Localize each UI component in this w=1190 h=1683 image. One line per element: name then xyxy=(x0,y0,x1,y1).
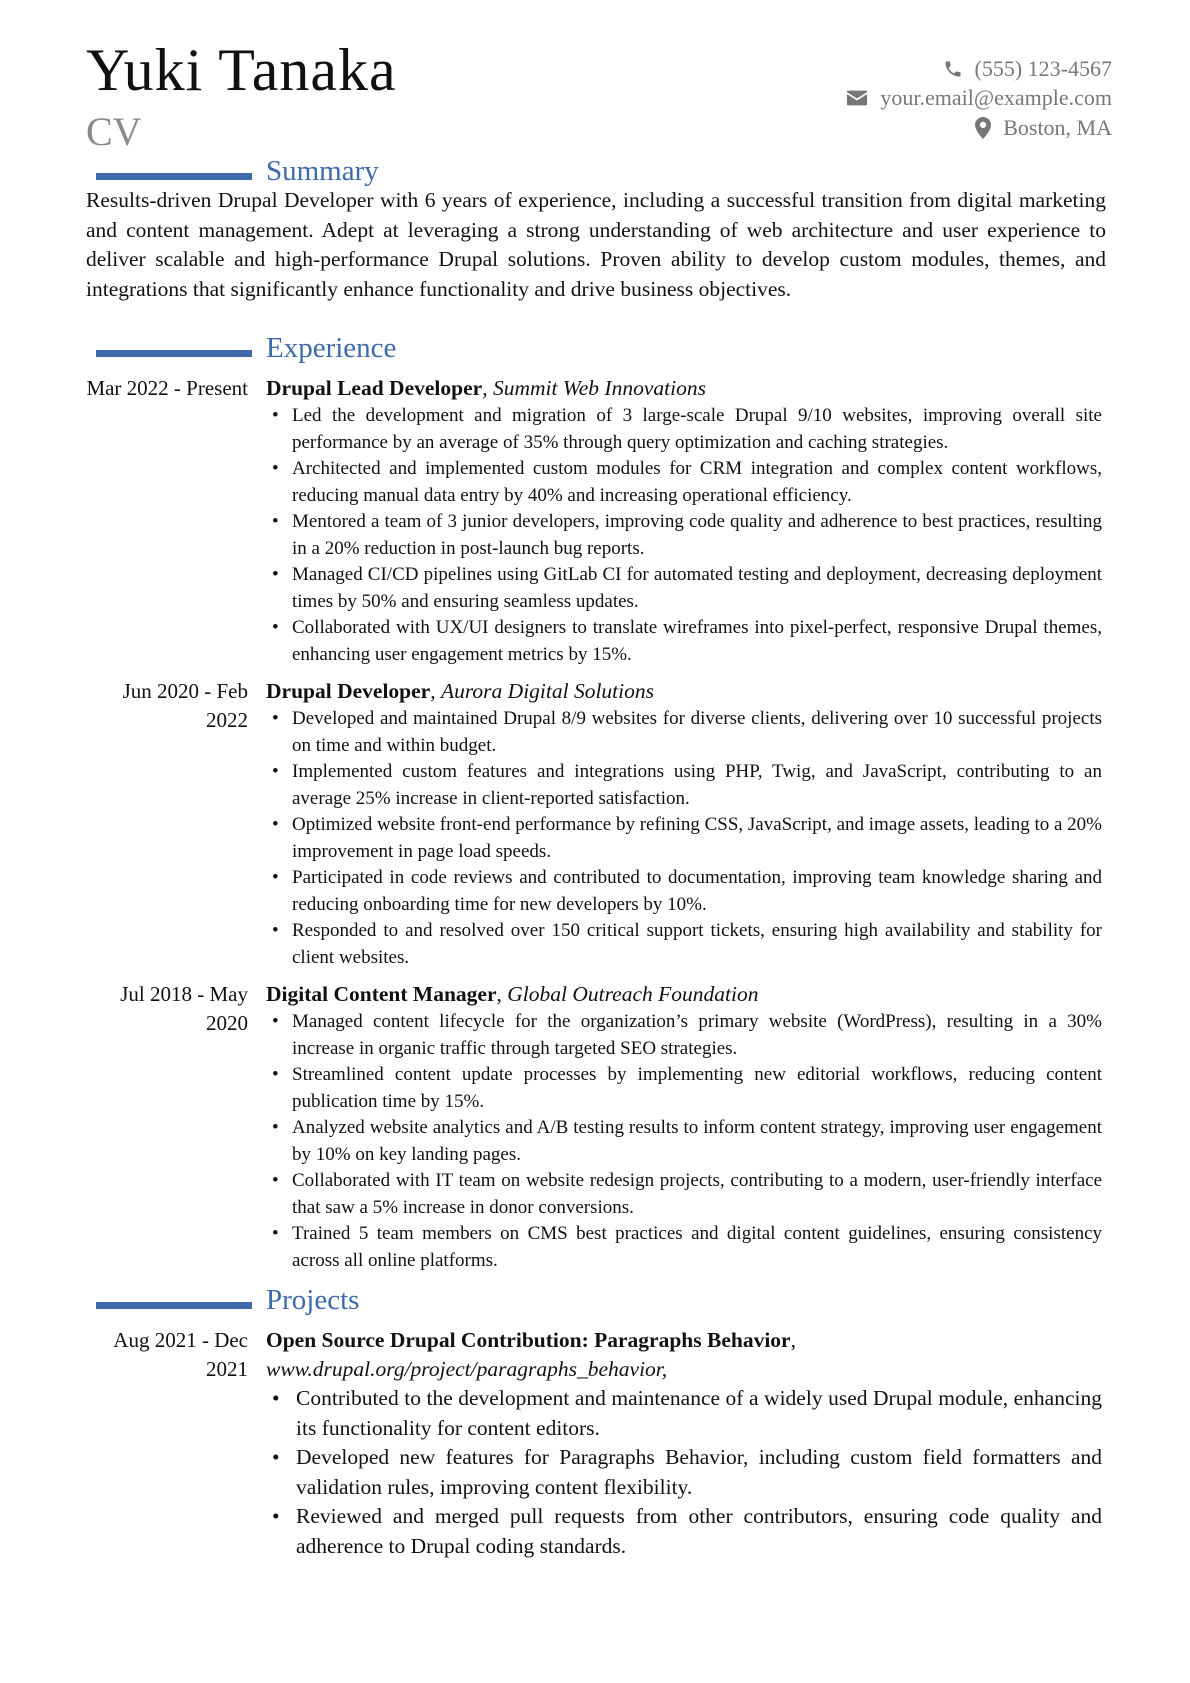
location: Boston, MA xyxy=(1003,114,1112,140)
organization: Global Outreach Foundation xyxy=(507,982,759,1006)
contact-phone xyxy=(846,54,1112,84)
entry-date: Aug 2021 - Dec 2021 xyxy=(113,1328,248,1381)
list-item: • Participated in code reviews and contributed to documentation, improving team knowledge sharing and reducing onboarding time for new developers by 10%. xyxy=(266,865,1102,918)
email-address[interactable]: your.email@example.com xyxy=(880,85,1112,111)
document-subtitle: CV xyxy=(86,109,142,154)
list-item: • Led the development and migration of 3 large-scale Drupal 9/10 websites, improving overall site performance by an average of 35% through query optimization and caching strategies. xyxy=(266,403,1102,456)
list-item: • Mentored a team of 3 junior developers, improving code quality and adherence to best practices, resulting in a 20% reduction in post-launch bug reports. xyxy=(266,509,1102,562)
achievement-list xyxy=(266,706,1102,971)
list-item: • Reviewed and merged pull requests from other contributors, ensuring code quality and adherence to Drupal coding standards. xyxy=(266,1502,1102,1561)
contact-email xyxy=(846,84,1112,114)
section-rule xyxy=(96,1302,252,1309)
entry-title: Open Source Drupal Contribution: Paragraphs Behavior, www.drupal.org/project/paragraphs_behavior, xyxy=(266,1328,796,1381)
achievement-list xyxy=(266,1009,1102,1274)
entry-date: Mar 2022 - Present xyxy=(86,376,248,400)
list-item: • Managed CI/CD pipelines using GitLab CI for automated testing and deployment, decreasing deployment times by 50% and ensuring seamless updates. xyxy=(266,562,1102,615)
section-title: Summary xyxy=(266,155,379,187)
list-item: • Analyzed website analytics and A/B testing results to inform content strategy, improving user engagement by 10% on key landing pages. xyxy=(266,1115,1102,1168)
entry-title: Digital Content Manager, Global Outreach Foundation xyxy=(266,982,759,1006)
list-item: • Collaborated with UX/UI designers to translate wireframes into pixel-perfect, responsive Drupal themes, enhancing user engagement metrics by 15%. xyxy=(266,615,1102,668)
list-item: • Trained 5 team members on CMS best practices and digital content guidelines, ensuring consistency across all online platforms. xyxy=(266,1221,1102,1274)
summary-text: Results-driven Drupal Developer with 6 years of experience, including a successful transition from digital marketing and content management. Adept at leveraging a strong understanding of web architecture and user experience to deliver scalable and high-performance Drupal solutions. Proven ability to develop custom modules, themes, and integrations that significantly enhance functionality and drive business objectives. xyxy=(86,188,1106,301)
job-title: Drupal Lead Developer xyxy=(266,376,483,400)
job-title: Digital Content Manager xyxy=(266,982,497,1006)
project-title: Open Source Drupal Contribution: Paragraphs Behavior xyxy=(266,1328,791,1352)
experience-heading xyxy=(0,332,1190,372)
entry-date: Jun 2020 - Feb 2022 xyxy=(122,679,248,732)
project-link[interactable]: www.drupal.org/project/paragraphs_behavior, xyxy=(266,1357,668,1381)
list-item: • Developed new features for Paragraphs Behavior, including custom field formatters and validation rules, improving content flexibility. xyxy=(266,1443,1102,1502)
entry-body xyxy=(266,677,1102,971)
list-item: • Streamlined content update processes by implementing new editorial workflows, reducing content publication time by 15%. xyxy=(266,1062,1102,1115)
list-item: • Contributed to the development and maintenance of a widely used Drupal module, enhancing its functionality for content editors. xyxy=(266,1384,1102,1443)
section-title: Projects xyxy=(266,1284,360,1316)
contact-info xyxy=(846,54,1112,143)
phone-number[interactable]: (555) 123-4567 xyxy=(974,55,1112,81)
list-item: • Implemented custom features and integrations using PHP, Twig, and JavaScript, contributing to an average 25% increase in client-reported satisfaction. xyxy=(266,759,1102,812)
list-item: • Responded to and resolved over 150 critical support tickets, ensuring high availability and stability for client websites. xyxy=(266,918,1102,971)
entry-date: Jul 2018 - May 2020 xyxy=(120,982,248,1035)
projects-heading xyxy=(0,1284,1190,1324)
entry-title: Drupal Developer, Aurora Digital Solutions xyxy=(266,679,654,703)
achievement-list xyxy=(266,1384,1102,1561)
entry-title: Drupal Lead Developer, Summit Web Innovations xyxy=(266,376,706,400)
list-item: • Developed and maintained Drupal 8/9 websites for diverse clients, delivering over 10 successful projects on time and within budget. xyxy=(266,706,1102,759)
list-item: • Managed content lifecycle for the organization’s primary website (WordPress), resulting in a 30% increase in organic traffic through targeted SEO strategies. xyxy=(266,1009,1102,1062)
list-item: • Optimized website front-end performance by refining CSS, JavaScript, and image assets, leading to a 20% improvement in page load speeds. xyxy=(266,812,1102,865)
organization: Aurora Digital Solutions xyxy=(440,679,654,703)
phone-icon xyxy=(943,59,963,79)
contact-location xyxy=(846,113,1112,143)
section-title: Experience xyxy=(266,332,397,364)
envelope-icon xyxy=(846,89,868,107)
map-marker-icon xyxy=(975,117,991,139)
entry-body xyxy=(266,1326,1102,1561)
list-item: • Architected and implemented custom modules for CRM integration and complex content workflows, reducing manual data entry by 40% and increasing operational efficiency. xyxy=(266,456,1102,509)
job-title: Drupal Developer xyxy=(266,679,431,703)
organization: Summit Web Innovations xyxy=(492,376,706,400)
section-rule xyxy=(96,173,252,180)
entry-body xyxy=(266,374,1102,668)
entry-body xyxy=(266,980,1102,1274)
list-item: • Collaborated with IT team on website redesign projects, contributing to a modern, user-friendly interface that saw a 5% increase in donor conversions. xyxy=(266,1168,1102,1221)
achievement-list xyxy=(266,403,1102,668)
candidate-name: Yuki Tanaka xyxy=(86,37,397,103)
section-rule xyxy=(96,350,252,357)
